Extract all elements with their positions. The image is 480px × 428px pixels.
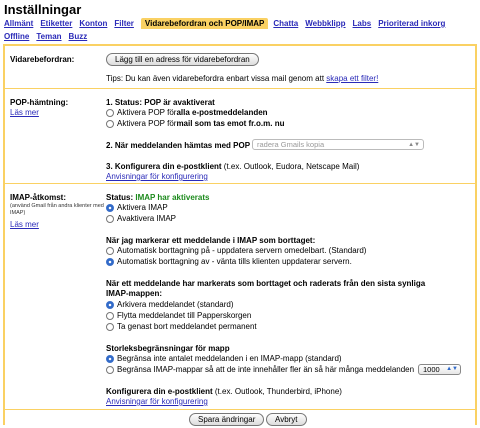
- tab-offline[interactable]: Offline: [4, 32, 30, 41]
- imap-config-instructions-link[interactable]: Anvisningar för konfigurering: [106, 397, 208, 406]
- imap-archive-radio[interactable]: [106, 301, 114, 309]
- imap-no-limit-radio[interactable]: [106, 355, 114, 363]
- imap-status: [106, 193, 209, 202]
- imap-label: IMAP-åtkomst:: [10, 193, 67, 202]
- pop-action-select[interactable]: [252, 139, 424, 150]
- tab-chat[interactable]: Chatta: [273, 19, 299, 28]
- pop-step3-rest: (t.ex. Outlook, Eudora, Netscape Mail): [221, 162, 360, 171]
- imap-limit-select[interactable]: [418, 364, 461, 375]
- select-arrows-icon: ▲▼: [446, 366, 458, 372]
- pop-enable-new-text: Aktivera POP för: [117, 119, 177, 128]
- imap-limit-text: Begränsa IMAP-mappar så att de inte innehåller fler än så här många meddelanden: [117, 365, 415, 374]
- pop-step3: [106, 162, 359, 171]
- imap-section: [5, 184, 475, 410]
- pop-config-instructions-link[interactable]: Anvisningar för konfigurering: [106, 172, 208, 181]
- imap-delete-forever-radio[interactable]: [106, 323, 114, 331]
- pop-enable-all-text: Aktivera POP för: [117, 108, 177, 117]
- tab-general[interactable]: Allmänt: [4, 19, 34, 28]
- imap-disable-radio[interactable]: [106, 215, 114, 223]
- pop-enable-new-radio[interactable]: [106, 120, 114, 128]
- imap-enable-text: Aktivera IMAP: [117, 203, 168, 212]
- imap-archive-option[interactable]: [106, 300, 234, 309]
- pop-section: [5, 89, 475, 184]
- imap-trash-option[interactable]: [106, 311, 251, 320]
- pop-step2-label: 2. När meddelanden hämtas med POP: [106, 141, 251, 150]
- tab-filters[interactable]: Filter: [114, 19, 134, 28]
- imap-deleted-heading: När jag markerar ett meddelande i IMAP som borttaget:: [106, 236, 316, 245]
- tab-row-2: [4, 30, 94, 43]
- imap-limit-select-value: 1000: [423, 365, 440, 374]
- pop-enable-all-bold: alla e-postmeddelanden: [176, 108, 268, 117]
- imap-no-limit-text: Begränsa inte antalet meddelanden i en IMAP-mapp (standard): [117, 354, 342, 363]
- imap-auto-expunge-off-radio[interactable]: [106, 258, 114, 266]
- imap-delete-forever-option[interactable]: [106, 322, 257, 331]
- imap-learn-more-link[interactable]: Läs mer: [10, 220, 39, 229]
- tab-themes[interactable]: Teman: [36, 32, 62, 41]
- select-arrows-icon: ▲▼: [408, 142, 420, 148]
- settings-panel: [3, 44, 477, 425]
- pop-status-prefix: 1. Status:: [106, 98, 145, 107]
- imap-auto-expunge-off-option[interactable]: [106, 257, 352, 266]
- imap-status-value: IMAP har aktiverats: [135, 193, 210, 202]
- imap-client-config-rest: (t.ex. Outlook, Thunderbird, iPhone): [212, 387, 342, 396]
- pop-enable-all-option[interactable]: [106, 108, 268, 117]
- imap-status-prefix: Status:: [106, 193, 136, 202]
- forwarding-tip: [106, 74, 378, 83]
- imap-enable-option[interactable]: [106, 203, 168, 212]
- cancel-button[interactable]: Avbryt: [266, 413, 307, 426]
- imap-limit-option[interactable]: [106, 365, 414, 374]
- tab-priority-inbox[interactable]: Prioriterad inkorg: [378, 19, 446, 28]
- imap-size-heading: Storleksbegränsningar för mapp: [106, 344, 230, 353]
- imap-auto-expunge-on-radio[interactable]: [106, 247, 114, 255]
- settings-footer: [5, 410, 475, 425]
- tab-forwarding-pop-imap[interactable]: Vidarebefordran och POP/IMAP: [141, 18, 268, 29]
- save-changes-button[interactable]: Spara ändringar: [189, 413, 264, 426]
- imap-no-limit-option[interactable]: [106, 354, 342, 363]
- tab-labs[interactable]: Labs: [352, 19, 372, 28]
- pop-learn-more-link[interactable]: Läs mer: [10, 108, 39, 117]
- settings-tabs: [4, 17, 476, 43]
- create-filter-link[interactable]: skapa ett filter!: [326, 74, 379, 83]
- imap-auto-expunge-on-text: Automatisk borttagning på - uppdatera servern omedelbart. (Standard): [117, 246, 367, 255]
- tab-row-1: [4, 17, 452, 30]
- imap-disable-text: Avaktivera IMAP: [117, 214, 176, 223]
- forwarding-tip-text: Tips: Du kan även vidarebefordra enbart vissa mail genom att: [106, 74, 327, 83]
- imap-expunge-heading-1: När ett meddelande har markerats som borttaget och raderats från den sista synliga: [106, 279, 426, 288]
- imap-auto-expunge-on-option[interactable]: [106, 246, 366, 255]
- imap-limit-radio[interactable]: [106, 366, 114, 374]
- pop-enable-new-option[interactable]: [106, 119, 284, 128]
- pop-status: [106, 98, 215, 107]
- pop-label: POP-hämtning:: [10, 98, 69, 107]
- tab-buzz[interactable]: Buzz: [68, 32, 88, 41]
- imap-enable-radio[interactable]: [106, 204, 114, 212]
- pop-enable-all-radio[interactable]: [106, 109, 114, 117]
- imap-archive-text: Arkivera meddelandet (standard): [117, 300, 234, 309]
- tab-labels[interactable]: Etiketter: [40, 19, 73, 28]
- imap-auto-expunge-off-text: Automatisk borttagning av - vänta tills klienten uppdaterar servern.: [117, 257, 352, 266]
- forwarding-section: [5, 46, 475, 89]
- imap-client-config: [106, 387, 342, 396]
- pop-enable-new-bold: mail som tas emot fr.o.m. nu: [176, 119, 285, 128]
- forwarding-label: Vidarebefordran:: [10, 55, 75, 64]
- pop-action-select-value: radera Gmails kopia: [257, 140, 325, 149]
- imap-client-config-bold: Konfigurera din e-postklient: [106, 387, 213, 396]
- imap-trash-radio[interactable]: [106, 312, 114, 320]
- imap-expunge-heading-2: IMAP-mappen:: [106, 289, 162, 298]
- page-title: Inställningar: [4, 2, 82, 17]
- add-forwarding-address-button[interactable]: Lägg till en adress för vidarebefordran: [106, 53, 259, 66]
- imap-sublabel: (använd Gmail från andra klienter med IMAP): [10, 203, 104, 216]
- pop-status-value: POP är avaktiverat: [144, 98, 215, 107]
- imap-delete-forever-text: Ta genast bort meddelandet permanent: [117, 322, 257, 331]
- tab-accounts[interactable]: Konton: [79, 19, 108, 28]
- tab-web-clips[interactable]: Webbklipp: [305, 19, 346, 28]
- imap-trash-text: Flytta meddelandet till Papperskorgen: [117, 311, 252, 320]
- pop-step3-bold: 3. Konfigurera din e-postklient: [106, 162, 222, 171]
- imap-disable-option[interactable]: [106, 214, 176, 223]
